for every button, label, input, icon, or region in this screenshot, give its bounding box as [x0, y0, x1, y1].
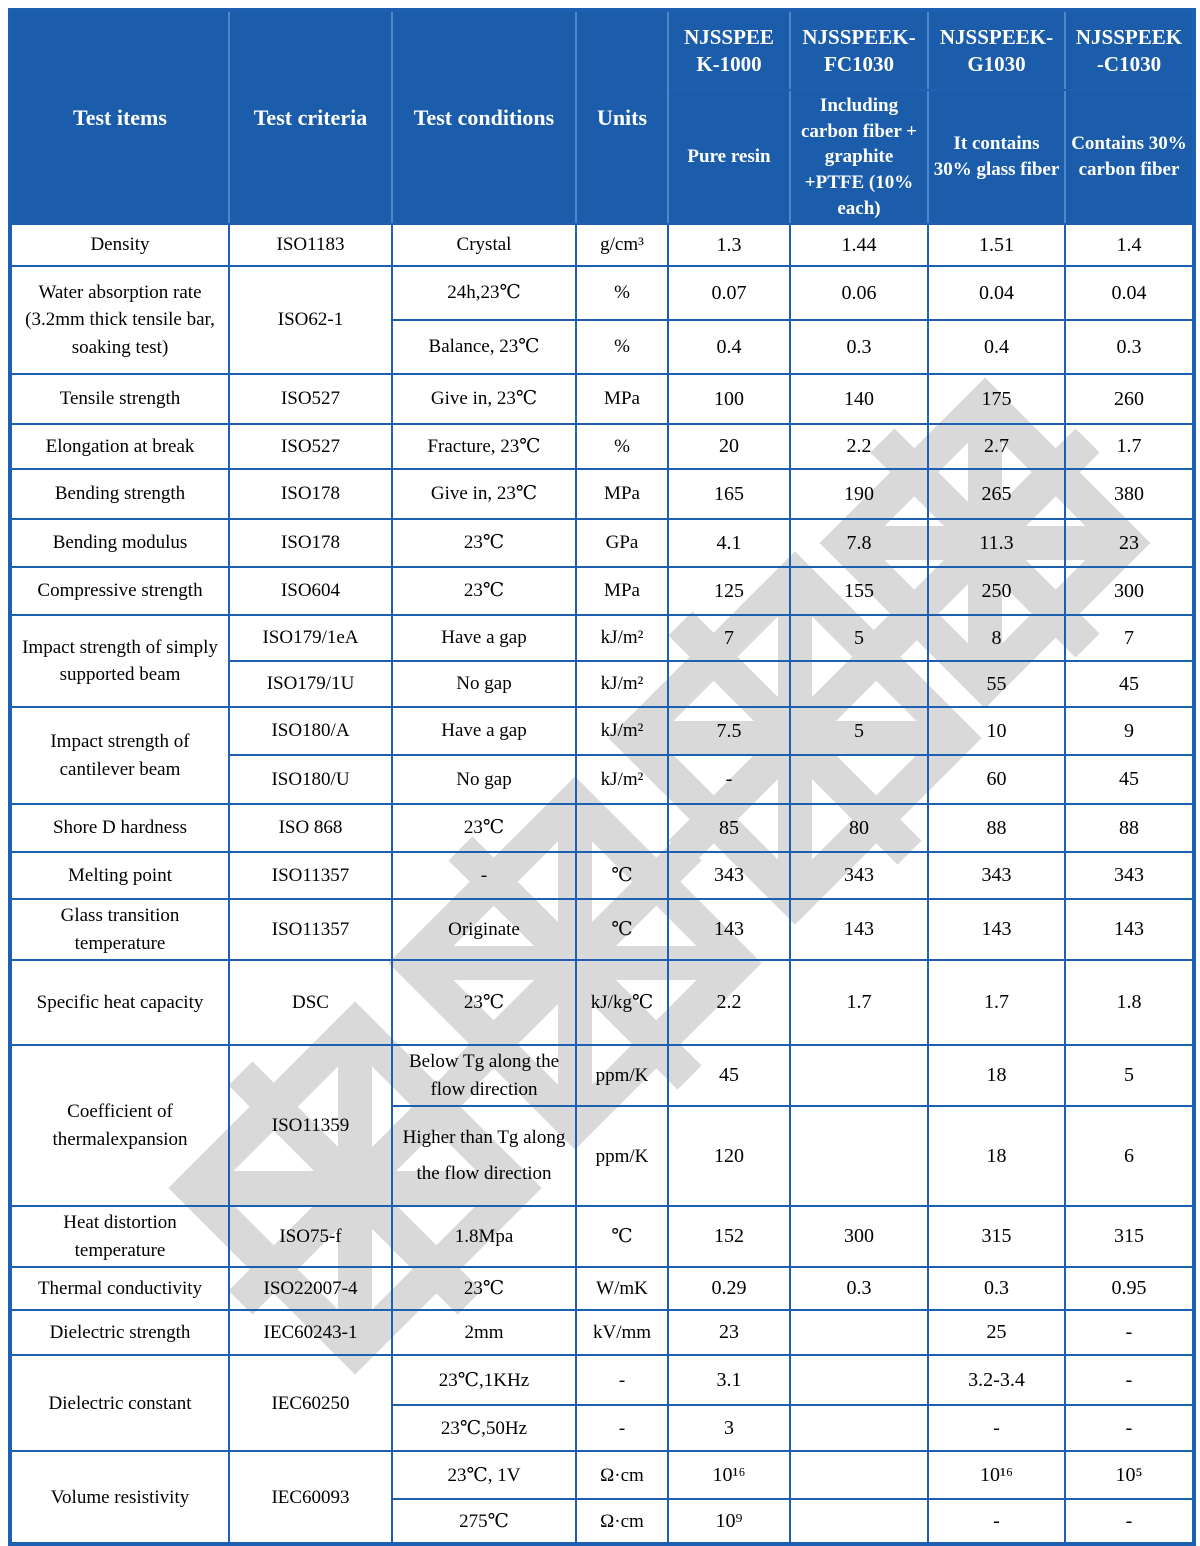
cell-value: 143 — [790, 899, 928, 960]
cell-value: 120 — [668, 1106, 790, 1206]
cell-condition: 24h,23℃ — [392, 266, 576, 320]
product-name-line: -C1030 — [1096, 51, 1162, 76]
cell-value: 0.29 — [668, 1267, 790, 1310]
cell-criteria: ISO1183 — [229, 224, 392, 266]
product-name-line: NJSSPEEK — [1075, 25, 1183, 50]
cell-value: 343 — [790, 852, 928, 899]
cell-item: Thermal conductivity — [10, 1267, 229, 1310]
header-product-g1030 — [928, 10, 1065, 90]
header-row-names — [10, 10, 1194, 90]
cell-value: 0.4 — [928, 320, 1065, 374]
cell-unit: - — [576, 1355, 668, 1405]
cell-value: 1.7 — [1065, 424, 1194, 469]
cell-item: Dielectric constant — [10, 1355, 229, 1451]
table-row — [10, 266, 1194, 320]
cell-condition: No gap — [392, 661, 576, 707]
cell-value: 23 — [668, 1310, 790, 1355]
cell-value — [790, 1310, 928, 1355]
cell-criteria: IEC60250 — [229, 1355, 392, 1451]
cell-value: - — [1065, 1499, 1194, 1544]
cell-value: 8 — [928, 615, 1065, 661]
cell-value: 125 — [668, 567, 790, 615]
cell-value: 45 — [1065, 661, 1194, 707]
cell-unit: W/mK — [576, 1267, 668, 1310]
cell-condition: Give in, 23℃ — [392, 469, 576, 519]
cell-unit: MPa — [576, 469, 668, 519]
cell-value: 0.3 — [790, 320, 928, 374]
header-test-items: Test items — [10, 10, 229, 224]
cell-value: 3 — [668, 1405, 790, 1451]
cell-value: 45 — [668, 1045, 790, 1106]
cell-criteria: ISO 868 — [229, 804, 392, 852]
cell-unit: kJ/m² — [576, 615, 668, 661]
cell-condition: 23℃,50Hz — [392, 1405, 576, 1451]
cell-unit: ℃ — [576, 899, 668, 960]
cell-value — [790, 1451, 928, 1499]
cell-criteria: ISO62-1 — [229, 266, 392, 374]
cell-criteria: ISO11359 — [229, 1045, 392, 1206]
table-row — [10, 424, 1194, 469]
cell-value: 10¹⁶ — [668, 1451, 790, 1499]
cell-value: 85 — [668, 804, 790, 852]
cell-unit: kJ/m² — [576, 755, 668, 804]
cell-unit: ℃ — [576, 852, 668, 899]
cell-value: 260 — [1065, 374, 1194, 424]
cell-unit: kJ/kg℃ — [576, 960, 668, 1045]
cell-value: 343 — [1065, 852, 1194, 899]
cell-value: 45 — [1065, 755, 1194, 804]
cell-value: 175 — [928, 374, 1065, 424]
cell-unit — [576, 804, 668, 852]
cell-value: 4.1 — [668, 519, 790, 567]
cell-condition: Below Tg along the flow direction — [392, 1045, 576, 1106]
cell-condition: Have a gap — [392, 615, 576, 661]
cell-condition: 23℃,1KHz — [392, 1355, 576, 1405]
cell-value: 2.2 — [790, 424, 928, 469]
cell-value: 380 — [1065, 469, 1194, 519]
cell-value: 80 — [790, 804, 928, 852]
cell-value: 1.8 — [1065, 960, 1194, 1045]
cell-criteria: IEC60243-1 — [229, 1310, 392, 1355]
cell-value — [790, 1106, 928, 1206]
cell-value: 1.7 — [790, 960, 928, 1045]
header-product-fc1030 — [790, 10, 928, 90]
cell-value: 143 — [928, 899, 1065, 960]
cell-condition: 2mm — [392, 1310, 576, 1355]
header-product-c1030 — [1065, 10, 1194, 90]
cell-value: 1.3 — [668, 224, 790, 266]
cell-value: 5 — [790, 615, 928, 661]
cell-unit: Ω·cm — [576, 1451, 668, 1499]
cell-value: 140 — [790, 374, 928, 424]
cell-value: 0.3 — [790, 1267, 928, 1310]
cell-value: 265 — [928, 469, 1065, 519]
cell-value: 88 — [928, 804, 1065, 852]
product-name-line: FC1030 — [824, 51, 894, 76]
cell-value: 100 — [668, 374, 790, 424]
cell-value: - — [1065, 1310, 1194, 1355]
cell-condition: Fracture, 23℃ — [392, 424, 576, 469]
cell-item: Coefficient of thermalexpansion — [10, 1045, 229, 1206]
cell-value: 18 — [928, 1045, 1065, 1106]
cell-criteria: ISO178 — [229, 519, 392, 567]
cell-value: 315 — [1065, 1206, 1194, 1267]
cell-condition: Balance, 23℃ — [392, 320, 576, 374]
cell-condition: 1.8Mpa — [392, 1206, 576, 1267]
cell-condition: Give in, 23℃ — [392, 374, 576, 424]
cell-value: 6 — [1065, 1106, 1194, 1206]
cell-value: 143 — [668, 899, 790, 960]
cell-criteria: ISO180/A — [229, 707, 392, 755]
cell-unit: MPa — [576, 567, 668, 615]
cell-unit: Ω·cm — [576, 1499, 668, 1544]
cell-value: 88 — [1065, 804, 1194, 852]
cell-value: 315 — [928, 1206, 1065, 1267]
cell-value: 3.2-3.4 — [928, 1355, 1065, 1405]
cell-criteria: ISO527 — [229, 374, 392, 424]
cell-value: 143 — [1065, 899, 1194, 960]
table-row — [10, 1267, 1194, 1310]
header-product-k1000 — [668, 10, 790, 90]
cell-value: 152 — [668, 1206, 790, 1267]
cell-criteria: ISO527 — [229, 424, 392, 469]
cell-unit: ppm/K — [576, 1045, 668, 1106]
table-row — [10, 224, 1194, 266]
cell-condition: - — [392, 852, 576, 899]
cell-value: 55 — [928, 661, 1065, 707]
cell-value: 2.7 — [928, 424, 1065, 469]
cell-value — [790, 1405, 928, 1451]
cell-value: 1.4 — [1065, 224, 1194, 266]
cell-condition: Originate — [392, 899, 576, 960]
cell-item: Water absorption rate (3.2mm thick tensile bar, soaking test) — [10, 266, 229, 374]
cell-value: 7 — [1065, 615, 1194, 661]
cell-value: 7.8 — [790, 519, 928, 567]
table-row — [10, 1045, 1194, 1106]
cell-item: Melting point — [10, 852, 229, 899]
cell-value: 0.95 — [1065, 1267, 1194, 1310]
product-name-line: NJSSPEEK- — [939, 25, 1054, 50]
cell-condition: Higher than Tg along the flow direction — [392, 1106, 576, 1206]
cell-value: 3.1 — [668, 1355, 790, 1405]
cell-unit: ℃ — [576, 1206, 668, 1267]
cell-item: Elongation at break — [10, 424, 229, 469]
cell-item: Dielectric strength — [10, 1310, 229, 1355]
cell-value: 10⁵ — [1065, 1451, 1194, 1499]
cell-condition: 23℃ — [392, 1267, 576, 1310]
cell-value — [790, 755, 928, 804]
header-desc-c1030: Contains 30% carbon fiber — [1065, 90, 1194, 224]
cell-value: 0.4 — [668, 320, 790, 374]
cell-unit: g/cm³ — [576, 224, 668, 266]
header-test-criteria: Test criteria — [229, 10, 392, 224]
cell-value: 10⁹ — [668, 1499, 790, 1544]
cell-value — [790, 1355, 928, 1405]
cell-unit: % — [576, 320, 668, 374]
cell-value: 2.2 — [668, 960, 790, 1045]
cell-criteria: ISO179/1eA — [229, 615, 392, 661]
table-row — [10, 852, 1194, 899]
cell-condition: 23℃ — [392, 567, 576, 615]
cell-value: 20 — [668, 424, 790, 469]
cell-item: Shore D hardness — [10, 804, 229, 852]
cell-item: Compressive strength — [10, 567, 229, 615]
cell-value: 343 — [668, 852, 790, 899]
cell-value: 1.51 — [928, 224, 1065, 266]
table-row — [10, 960, 1194, 1045]
cell-value: 0.07 — [668, 266, 790, 320]
cell-value: 300 — [1065, 567, 1194, 615]
cell-item: Impact strength of cantilever beam — [10, 707, 229, 804]
cell-value: 1.44 — [790, 224, 928, 266]
cell-value: - — [928, 1405, 1065, 1451]
product-name-line: NJSSPEE — [684, 25, 774, 50]
cell-value: 190 — [790, 469, 928, 519]
header-desc-k1000: Pure resin — [668, 90, 790, 224]
cell-value — [790, 1499, 928, 1544]
cell-value: 18 — [928, 1106, 1065, 1206]
cell-unit: MPa — [576, 374, 668, 424]
cell-value — [790, 661, 928, 707]
cell-value: - — [668, 755, 790, 804]
cell-item: Glass transition temperature — [10, 899, 229, 960]
cell-value: - — [928, 1499, 1065, 1544]
cell-value — [668, 661, 790, 707]
table-row — [10, 804, 1194, 852]
header-units: Units — [576, 10, 668, 224]
cell-unit: kJ/m² — [576, 661, 668, 707]
table-row — [10, 1355, 1194, 1405]
cell-unit: kJ/m² — [576, 707, 668, 755]
cell-value: 60 — [928, 755, 1065, 804]
cell-criteria: ISO22007-4 — [229, 1267, 392, 1310]
cell-value: 23 — [1065, 519, 1194, 567]
cell-condition: 275℃ — [392, 1499, 576, 1544]
table-row — [10, 707, 1194, 755]
cell-condition: 23℃, 1V — [392, 1451, 576, 1499]
cell-condition: Crystal — [392, 224, 576, 266]
cell-value: 155 — [790, 567, 928, 615]
table-row — [10, 567, 1194, 615]
table-row — [10, 1451, 1194, 1499]
cell-value: 0.04 — [1065, 266, 1194, 320]
cell-unit: ppm/K — [576, 1106, 668, 1206]
cell-condition: 23℃ — [392, 804, 576, 852]
cell-unit: % — [576, 424, 668, 469]
cell-criteria: ISO178 — [229, 469, 392, 519]
cell-item: Heat distortion temperature — [10, 1206, 229, 1267]
table-row — [10, 1206, 1194, 1267]
cell-value: 0.3 — [1065, 320, 1194, 374]
cell-criteria: ISO75-f — [229, 1206, 392, 1267]
cell-value: 250 — [928, 567, 1065, 615]
cell-item: Tensile strength — [10, 374, 229, 424]
header-desc-fc1030: Including carbon fiber + graphite +PTFE (10% each) — [790, 90, 928, 224]
cell-item: Specific heat capacity — [10, 960, 229, 1045]
cell-value — [790, 1045, 928, 1106]
table-row — [10, 1310, 1194, 1355]
cell-condition: Have a gap — [392, 707, 576, 755]
cell-unit: - — [576, 1405, 668, 1451]
cell-value: 10¹⁶ — [928, 1451, 1065, 1499]
cell-value: 165 — [668, 469, 790, 519]
cell-value: - — [1065, 1355, 1194, 1405]
cell-value: 300 — [790, 1206, 928, 1267]
header-test-conditions: Test conditions — [392, 10, 576, 224]
cell-criteria: ISO180/U — [229, 755, 392, 804]
cell-value: 10 — [928, 707, 1065, 755]
cell-item: Volume resistivity — [10, 1451, 229, 1544]
cell-criteria: ISO179/1U — [229, 661, 392, 707]
cell-value: 5 — [790, 707, 928, 755]
cell-value: 7.5 — [668, 707, 790, 755]
cell-item: Bending strength — [10, 469, 229, 519]
cell-item: Impact strength of simply supported beam — [10, 615, 229, 707]
table-row — [10, 899, 1194, 960]
product-name-line: K-1000 — [696, 51, 762, 76]
cell-condition: 23℃ — [392, 519, 576, 567]
spec-table — [8, 8, 1196, 1546]
cell-criteria: ISO604 — [229, 567, 392, 615]
cell-item: Density — [10, 224, 229, 266]
cell-value: 5 — [1065, 1045, 1194, 1106]
product-name-line: G1030 — [967, 51, 1026, 76]
cell-criteria: IEC60093 — [229, 1451, 392, 1544]
header-desc-g1030: It contains 30% glass fiber — [928, 90, 1065, 224]
cell-value: 9 — [1065, 707, 1194, 755]
cell-condition: No gap — [392, 755, 576, 804]
cell-value: 11.3 — [928, 519, 1065, 567]
cell-criteria: ISO11357 — [229, 852, 392, 899]
cell-value: 0.3 — [928, 1267, 1065, 1310]
cell-value: 1.7 — [928, 960, 1065, 1045]
table-row — [10, 469, 1194, 519]
cell-criteria: DSC — [229, 960, 392, 1045]
cell-value: - — [1065, 1405, 1194, 1451]
cell-value: 343 — [928, 852, 1065, 899]
table-row — [10, 374, 1194, 424]
table-row — [10, 615, 1194, 661]
cell-criteria: ISO11357 — [229, 899, 392, 960]
cell-item: Bending modulus — [10, 519, 229, 567]
cell-unit: kV/mm — [576, 1310, 668, 1355]
cell-value: 0.04 — [928, 266, 1065, 320]
product-name-line: NJSSPEEK- — [802, 25, 916, 50]
table-row — [10, 519, 1194, 567]
cell-unit: GPa — [576, 519, 668, 567]
cell-unit: % — [576, 266, 668, 320]
cell-value: 7 — [668, 615, 790, 661]
cell-condition: 23℃ — [392, 960, 576, 1045]
cell-value: 0.06 — [790, 266, 928, 320]
cell-value: 25 — [928, 1310, 1065, 1355]
